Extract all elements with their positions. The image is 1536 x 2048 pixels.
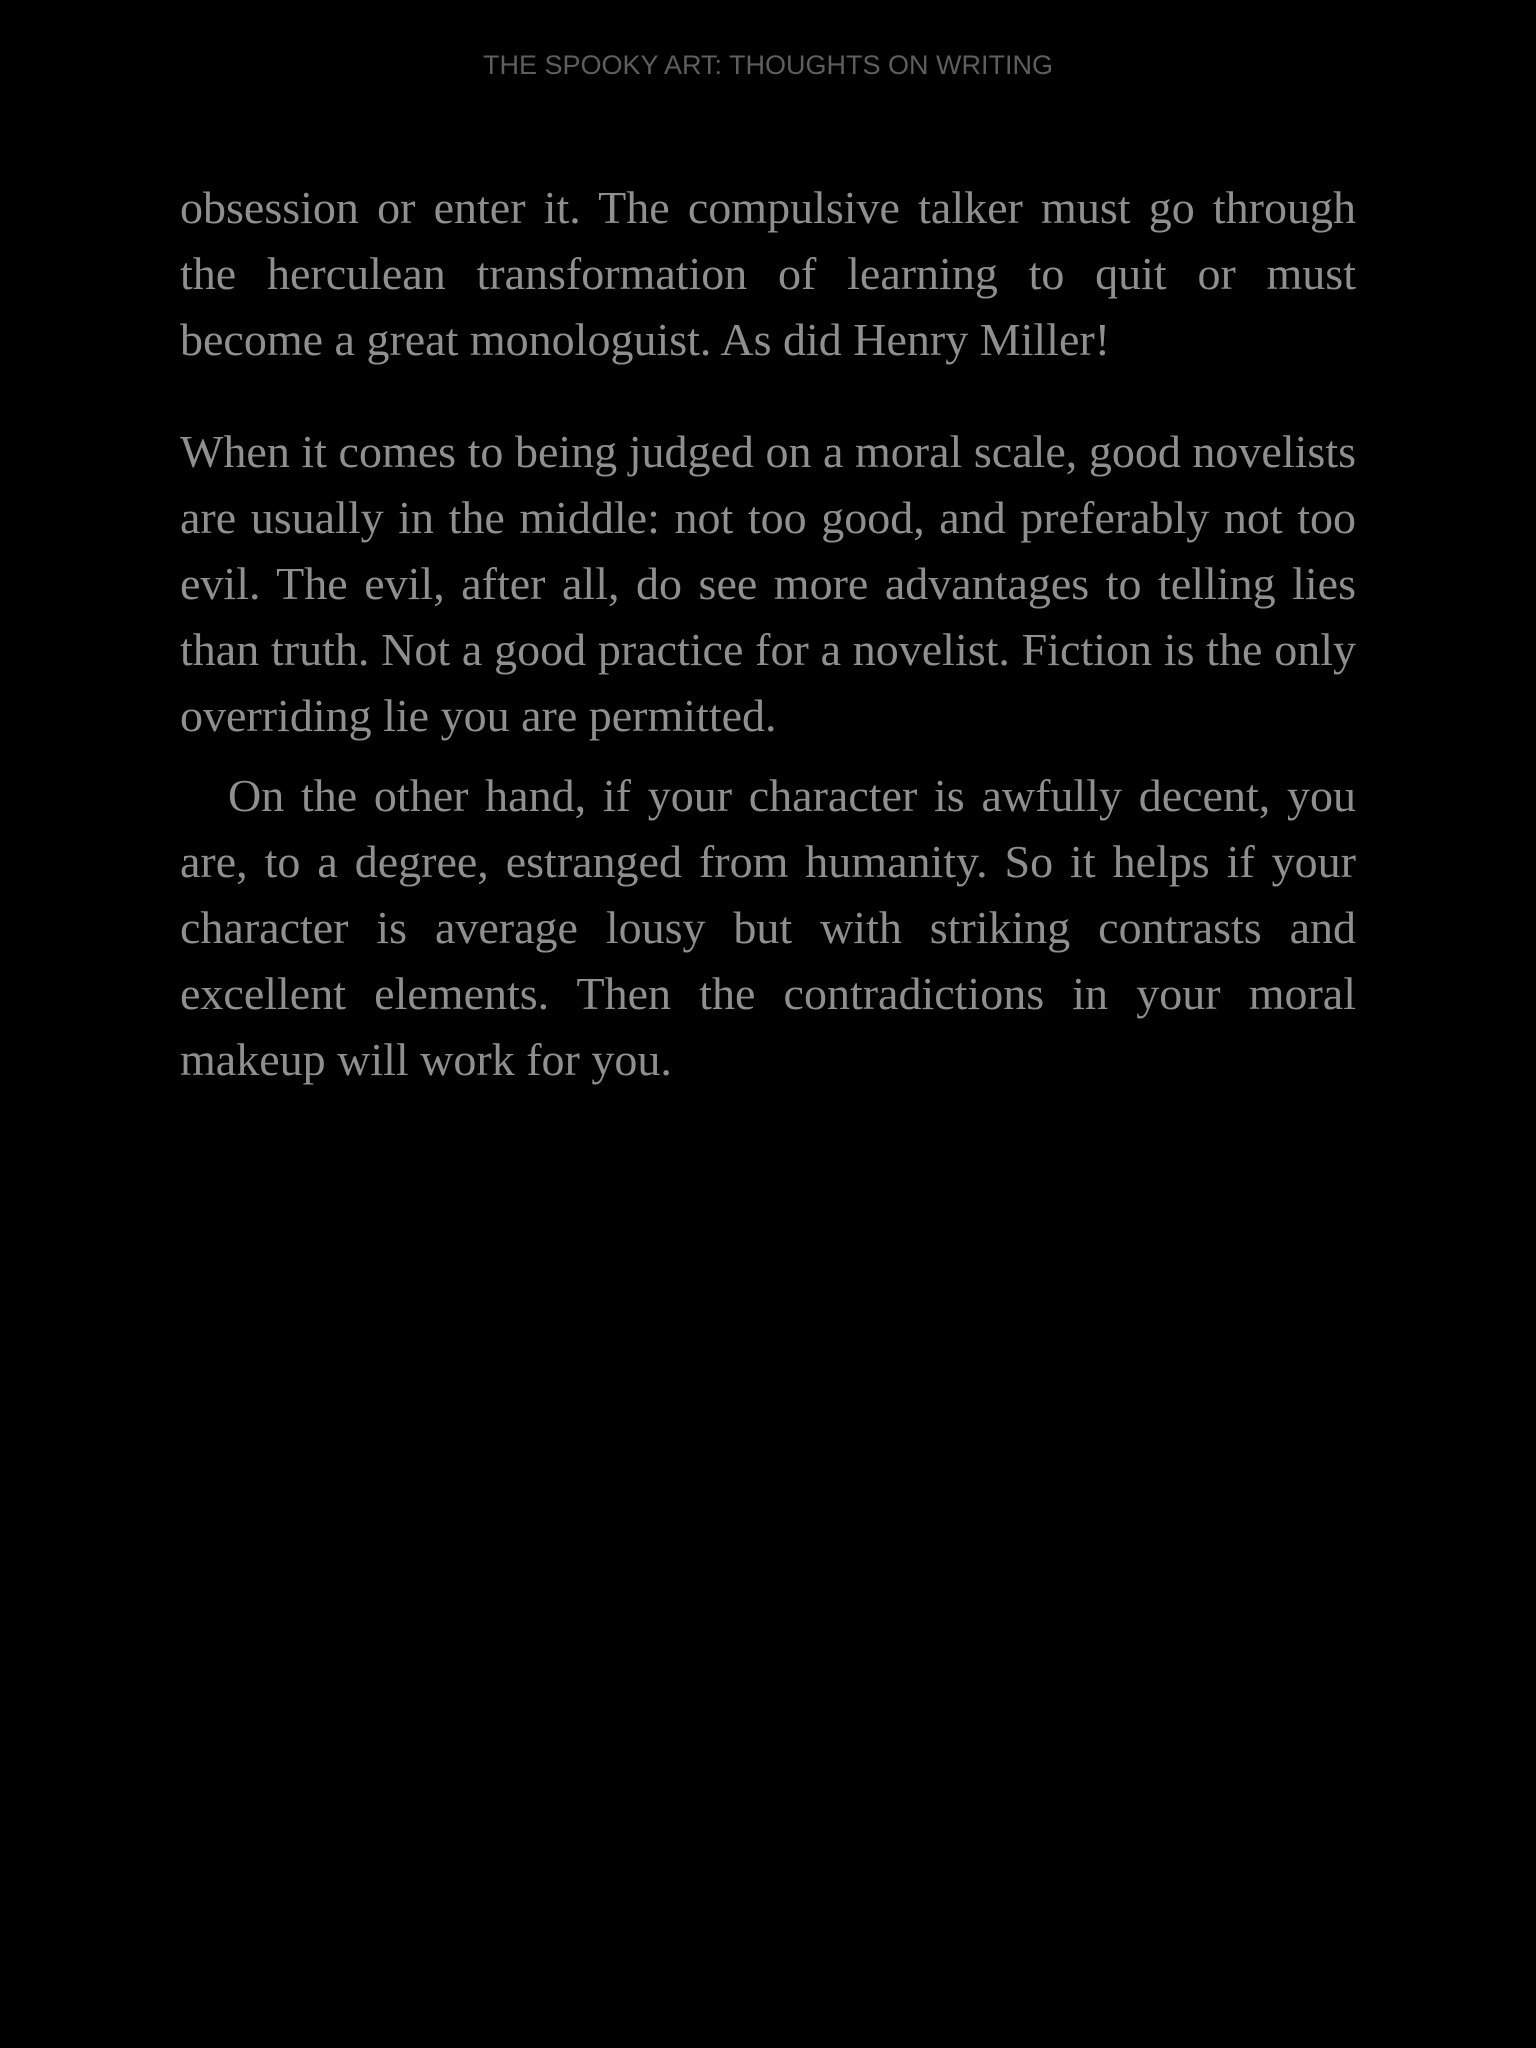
paragraph-other-hand: On the other hand, if your character is awfully decent, you are, to a degree, estranged from humanity. So it helps if your character is average lousy but with striking contrasts and excellent elements. Then the contradictions in your moral makeup will work for you. <box>180 770 1356 1085</box>
paragraph-moral-scale: When it comes to being judged on a moral scale, good novelists are usually in the middle: not too good, and preferably not too evil. The evil, after all, do see more advantages to telling lies than truth. Not a good practice for a novelist. Fiction is the only overriding lie you are permitted. <box>180 426 1356 741</box>
book-text-body <box>180 175 1356 1093</box>
running-header-title: THE SPOOKY ART: THOUGHTS ON WRITING <box>482 50 1054 80</box>
paragraph-continued: obsession or enter it. The compulsive talker must go through the herculean transformation of learning to quit or must become a great monologuist. As did Henry Miller! <box>180 182 1356 365</box>
